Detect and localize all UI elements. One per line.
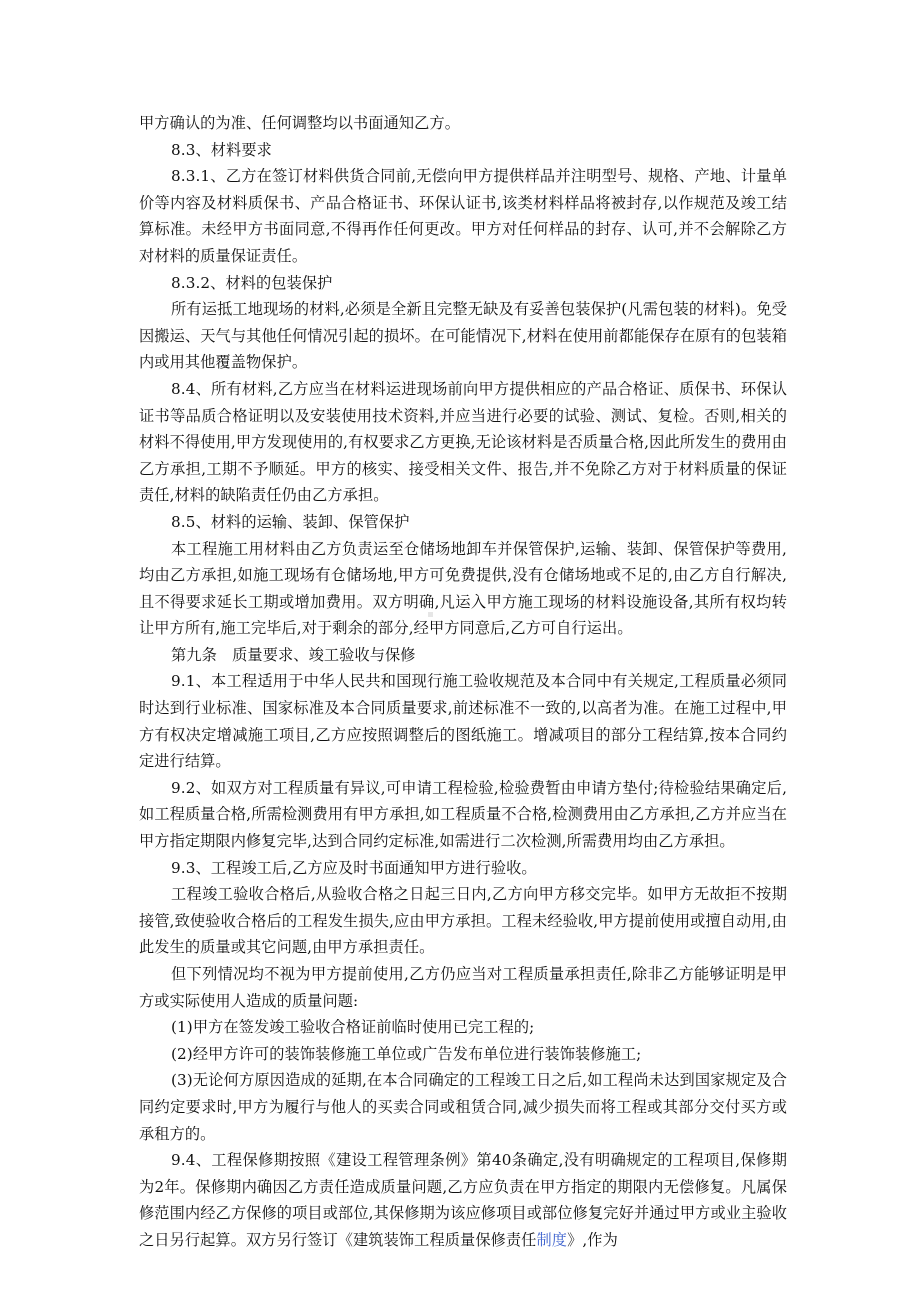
- paragraph-acceptance: 工程竣工验收合格后,从验收合格之日起三日内,乙方向甲方移交完毕。如甲方无故拒不按期接管,致使验收合格后的工程发生损失,应由甲方承担。工程未经验收,甲方提前使用或擅自动用,由此发生的质量或其它问题,由甲方承担责任。: [139, 885, 787, 957]
- article-heading-9: 第九条 质量要求、竣工验收与保修: [171, 645, 416, 664]
- paragraph-0: 甲方确认的为准、任何调整均以书面通知乙方。: [139, 114, 461, 132]
- list-item-1: (1)甲方在签发竣工验收合格证前临时使用已完工程的;: [171, 1018, 535, 1037]
- paragraph-9-3: 9.3、工程竣工后,乙方应及时书面通知甲方进行验收。: [171, 858, 537, 877]
- scan-artifact: [428, 612, 433, 617]
- document-body: [139, 110, 787, 1254]
- section-heading-8-5: 8.5、材料的运输、装卸、保管保护: [171, 512, 410, 531]
- paragraph-9-4: [139, 1147, 787, 1253]
- paragraph-8-4: 8.4、所有材料,乙方应当在材料运进现场前向甲方提供相应的产品合格证、质保书、环保认证书等品质合格证明以及安装使用技术资料,并应当进行必要的试验、测试、复检。否则,相关的材料不得使用,甲方发现使用的,有权要求乙方更换,无论该材料是否质量合格,因此所发生的费用由乙方承担,工期不予顺延。甲方的核实、接受相关文件、报告,并不免除乙方对于材料质量的保证责任,材料的缺陷责任仍由乙方承担。: [139, 379, 787, 505]
- paragraph-packaging: 所有运抵工地现场的材料,必须是全新且完整无缺及有妥善包装保护(凡需包装的材料)。免受因搬运、天气与其他任何情况引起的损坏。在可能情况下,材料在使用前都能保存在原有的包装箱内或用其他覆盖物保护。: [139, 300, 787, 372]
- paragraph-9-4-tail: 》,作为: [567, 1230, 618, 1249]
- section-heading-8-3: 8.3、材料要求: [171, 140, 272, 159]
- system-link[interactable]: 制度: [536, 1230, 568, 1249]
- list-item-3: (3)无论何方原因造成的延期,在本合同确定的工程竣工日之后,如工程尚未达到国家规定及合同约定要求时,甲方为履行与他人的买卖合同或租赁合同,减少损失而将工程或其部分交付买方或承租方的。: [139, 1071, 787, 1143]
- paragraph-9-1: 9.1、本工程适用于中华人民共和国现行施工验收规范及本合同中有关规定,工程质量必须同时达到行业标准、国家标准及本合同质量要求,前述标准不一致的,以高者为准。在施工过程中,甲方有权决定增减施工项目,乙方应按照调整后的图纸施工。增减项目的部分工程结算,按本合同约定进行结算。: [139, 672, 787, 771]
- paragraph-9-4-text: 9.4、工程保修期按照《建设工程管理条例》第40条确定,没有明确规定的工程项目,保修期为2年。保修期内确因乙方责任造成质量问题,乙方应负责在甲方指定的期限内无偿修复。凡属保修范围内经乙方保修的项目或部位,其保修期为该应修项目或部位修复完好并通过甲方或业主验收之日另行起算。双方另行签订《建筑装饰工程质量保修责任: [139, 1151, 787, 1249]
- paragraph-storage: 本工程施工用材料由乙方负责运至仓储场地卸车并保管保护,运输、装卸、保管保护等费用,均由乙方承担,如施工现场有仓储场地,甲方可免费提供,没有仓储场地或不足的,由乙方自行解决,且不得要求延长工期或增加费用。双方明确,凡运入甲方施工现场的材料设施设备,其所有权均转让甲方所有,施工完毕后,对于剩余的部分,经甲方同意后,乙方可自行运出。: [139, 539, 787, 638]
- paragraph-8-3-1: 8.3.1、乙方在签订材料供货合同前,无偿向甲方提供样品并注明型号、规格、产地、计量单价等内容及材料质保书、产品合格证书、环保认证书,该类材料样品将被封存,以作规范及竣工结算标准。未经甲方书面同意,不得再作任何更改。甲方对任何样品的封存、认可,并不会解除乙方对材料的质量保证责任。: [139, 167, 787, 265]
- paragraph-exceptions: 但下列情况均不视为甲方提前使用,乙方仍应当对工程质量承担责任,除非乙方能够证明是甲方或实际使用人造成的质量问题:: [139, 965, 787, 1010]
- list-item-2: (2)经甲方许可的装饰装修施工单位或广告发布单位进行装饰装修施工;: [171, 1044, 642, 1063]
- paragraph-9-2: 9.2、如双方对工程质量有异议,可申请工程检验,检验费暂由申请方垫付;待检验结果确定后,如工程质量合格,所需检测费用有甲方承担,如工程质量不合格,检测费用由乙方承担,乙方并应当在甲方指定期限内修复完毕,达到合同约定标准,如需进行二次检测,所需费用均由乙方承担。: [139, 778, 787, 851]
- section-heading-8-3-2: 8.3.2、材料的包装保护: [171, 273, 333, 292]
